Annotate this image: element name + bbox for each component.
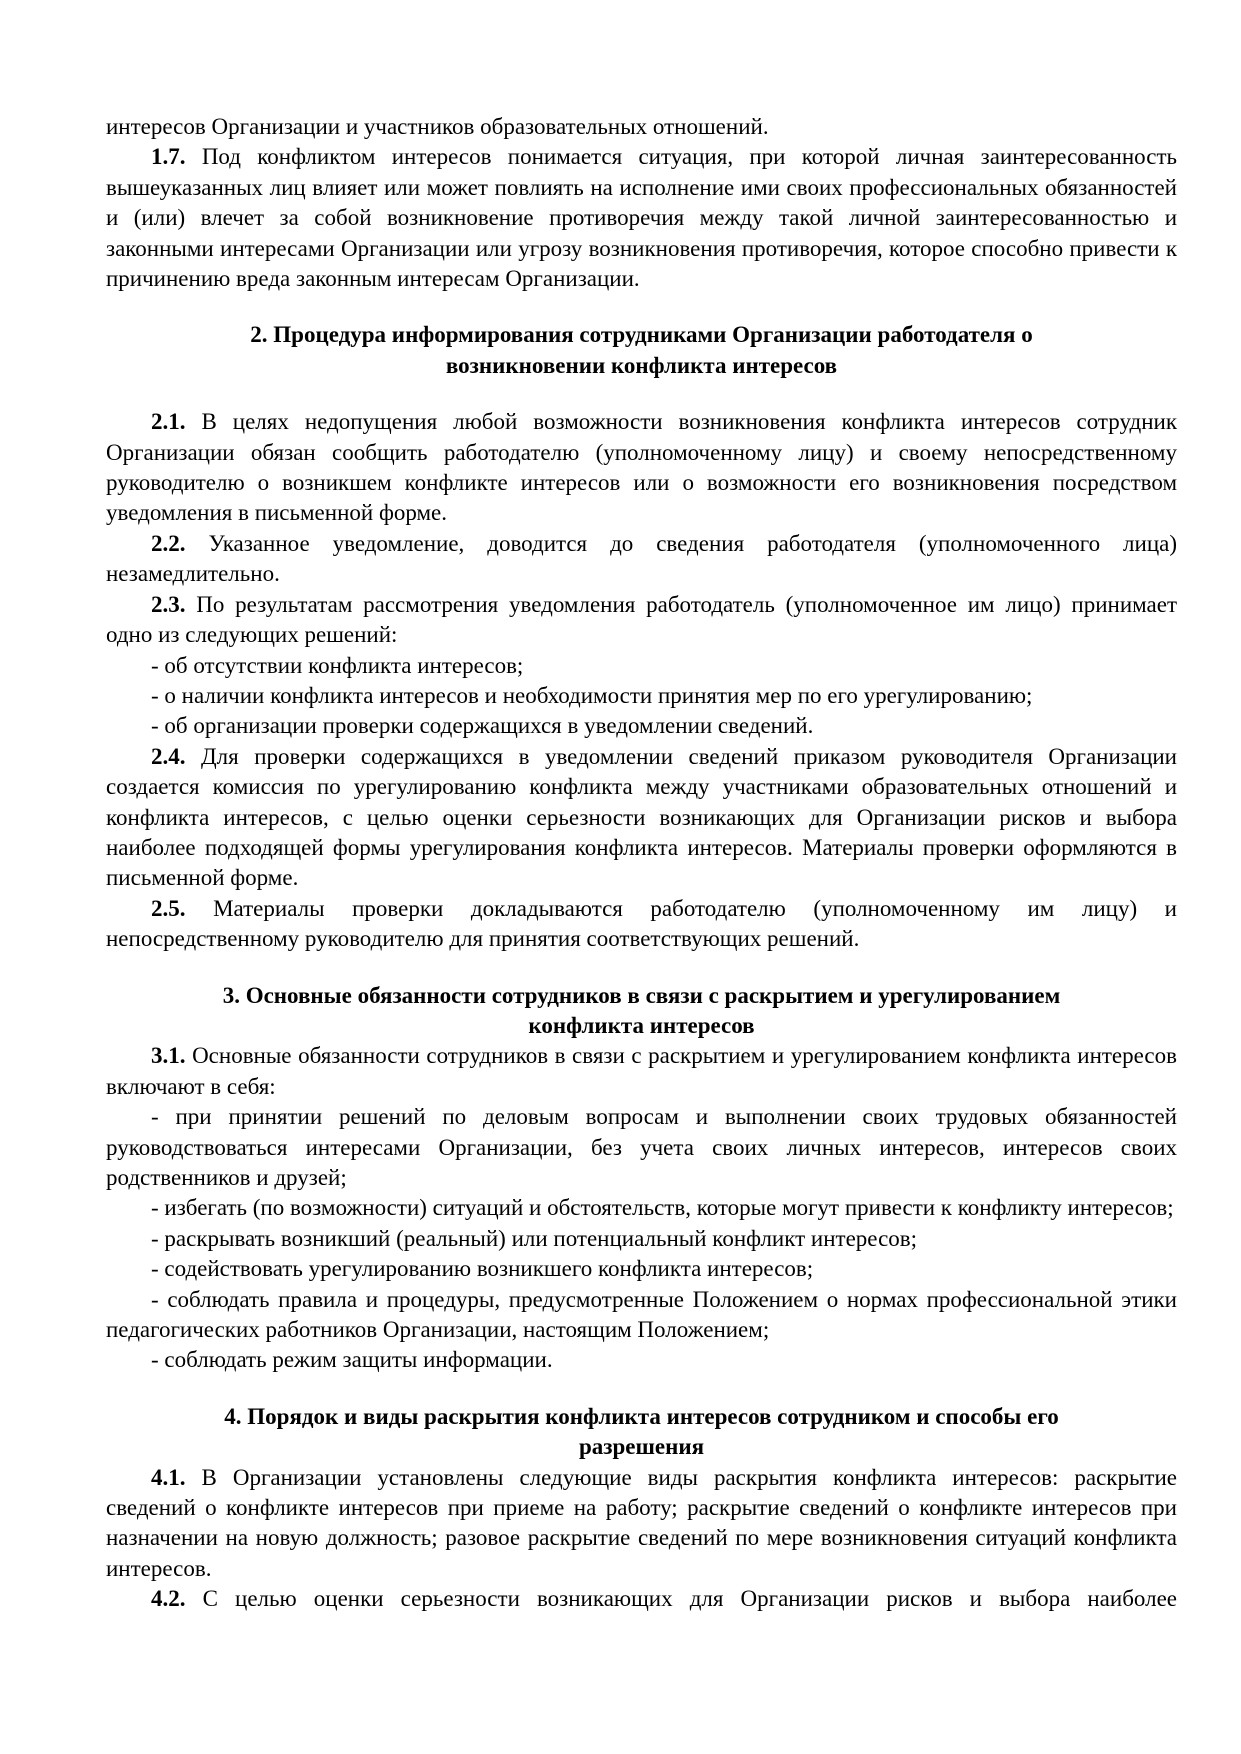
list-item-paragraph: [106, 651, 1177, 681]
list-item-paragraph: [106, 1254, 1177, 1284]
section-heading: [106, 1402, 1177, 1463]
paragraph-text: интересов Организации и участников образовательных отношений.: [106, 114, 769, 139]
clause-number: 3.1.: [151, 1043, 186, 1069]
paragraph-text: В целях недопущения любой возможности возникновения конфликта интересов сотрудник Организации обязан сообщить работодателю (уполномоченному лицу) и своему непосредственному руководителю о возникшем конфликте интересов или о возможности его возникновения посредством уведомления в письменной форме.: [106, 409, 1177, 526]
paragraph: [106, 112, 1177, 142]
clause-number: 1.7.: [151, 144, 186, 170]
section-heading: [106, 320, 1177, 381]
clause-paragraph: [106, 590, 1177, 651]
paragraph-text: - раскрывать возникший (реальный) или потенциальный конфликт интересов;: [151, 1225, 918, 1251]
section-heading-line: конфликта интересов: [528, 1012, 755, 1038]
section-heading-line: 2. Процедура информирования сотрудниками Организации работодателя о: [250, 322, 1033, 348]
paragraph-text: - об организации проверки содержащихся в уведомлении сведений.: [151, 713, 814, 739]
paragraph-text: По результатам рассмотрения уведомления работодатель (уполномоченное им лицо) принимает одно из следующих решений:: [106, 591, 1178, 648]
paragraph-text: Под конфликтом интересов понимается ситуация, при которой личная заинтересованность вышеуказанных лиц влияет или может повлиять на исполнение ими своих профессиональных обязанностей и (или) влечет за собой возникновение противоречия между такой личной заинтересованностью и законными интересами Организации или угрозу возникновения противоречия, которое способно привести к причинению вреда законным интересам Организации.: [106, 144, 1177, 292]
paragraph-text: В Организации установлены следующие виды раскрытия конфликта интересов: раскрытие сведений о конфликте интересов при приеме на работу; раскрытие сведений о конфликте интересов при назначении на новую должность; разовое раскрытие сведений по мере возникновения ситуаций конфликта интересов.: [106, 1464, 1178, 1581]
clause-number: 2.2.: [151, 530, 186, 556]
paragraph-text: - соблюдать правила и процедуры, предусмотренные Положением о нормах профессиональной этики педагогических работников Организации, настоящим Положением;: [106, 1286, 1177, 1343]
clause-paragraph: [106, 894, 1177, 955]
clause-number: 2.4.: [151, 743, 186, 769]
clause-paragraph: [106, 1463, 1177, 1585]
paragraph-text: - соблюдать режим защиты информации.: [151, 1347, 553, 1373]
paragraph-text: Для проверки содержащихся в уведомлении сведений приказом руководителя Организации создается комиссия по урегулированию конфликта между участниками образовательных отношений и конфликта интересов, с целью оценки серьезности возникающих для Организации рисков и выбора наиболее подходящей формы урегулирования конфликта интересов. Материалы проверки оформляются в письменной форме.: [106, 743, 1177, 891]
paragraph-text: Основные обязанности сотрудников в связи с раскрытием и урегулированием конфликта интересов включают в себя:: [106, 1043, 1177, 1099]
section-heading: [106, 981, 1177, 1042]
clause-paragraph: [106, 1041, 1177, 1102]
list-item-paragraph: [106, 1345, 1177, 1375]
section-heading-line: 4. Порядок и виды раскрытия конфликта интересов сотрудником и способы его: [224, 1403, 1059, 1429]
document-page: [106, 112, 1177, 1615]
list-item-paragraph: [106, 1193, 1177, 1223]
paragraph-text: - избегать (по возможности) ситуаций и обстоятельств, которые могут привести к конфликту интересов;: [151, 1195, 1174, 1221]
paragraph-text: Материалы проверки докладываются работодателю (уполномоченному им лицу) и непосредственному руководителю для принятия соответствующих решений.: [106, 895, 1177, 952]
list-item-paragraph: [106, 1285, 1177, 1346]
list-item-paragraph: [106, 681, 1177, 711]
clause-paragraph: [106, 742, 1177, 894]
clause-number: 2.5.: [151, 895, 186, 921]
clause-number: 2.3.: [151, 591, 186, 617]
paragraph-text: - содействовать урегулированию возникшего конфликта интересов;: [151, 1256, 814, 1282]
section-heading-line: возникновении конфликта интересов: [445, 352, 838, 378]
list-item-paragraph: [106, 1102, 1177, 1193]
clause-paragraph: [106, 407, 1177, 529]
list-item-paragraph: [106, 1224, 1177, 1254]
paragraph-text: С целью оценки серьезности возникающих для Организации рисков и выбора наиболее: [202, 1586, 1177, 1612]
clause-paragraph: [106, 529, 1177, 590]
paragraph-text: - об отсутствии конфликта интересов;: [151, 652, 524, 678]
clause-number: 2.1.: [151, 409, 186, 435]
clause-paragraph: [106, 142, 1177, 294]
paragraph-text: - при принятии решений по деловым вопросам и выполнении своих трудовых обязанностей руководствоваться интересами Организации, без учета своих личных интересов, интересов своих родственников и друзей;: [106, 1104, 1177, 1190]
list-item-paragraph: [106, 711, 1177, 741]
paragraph-text: Указанное уведомление, доводится до сведения работодателя (уполномоченного лица) незамедлительно.: [106, 530, 1177, 587]
clause-number: 4.2.: [151, 1586, 186, 1612]
clause-number: 4.1.: [151, 1464, 186, 1490]
paragraph-text: - о наличии конфликта интересов и необходимости принятия мер по его урегулированию;: [151, 682, 1033, 708]
section-heading-line: 3. Основные обязанности сотрудников в связи с раскрытием и урегулированием: [222, 982, 1061, 1008]
section-heading-line: разрешения: [578, 1434, 705, 1460]
clause-paragraph: [106, 1584, 1177, 1614]
